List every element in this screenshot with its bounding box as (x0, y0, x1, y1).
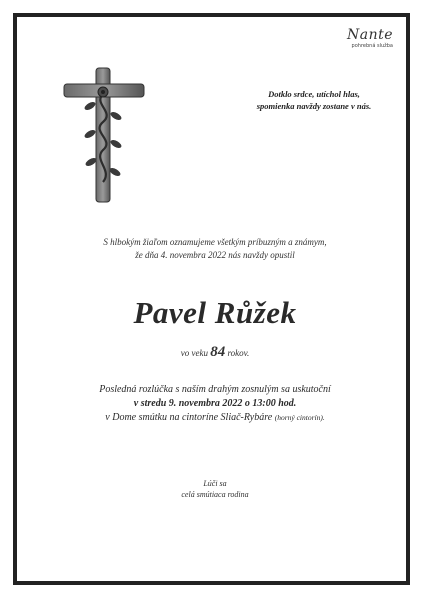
mourners (60, 478, 370, 500)
announcement-line-1: S hlbokým žiaľom oznamujeme všetkým príbuzným a známym, (103, 237, 327, 247)
age-suffix: rokov. (227, 348, 250, 358)
logo-tagline: pohrebná služba (351, 43, 393, 49)
quote-line-1: Dotklo srdce, utíchol hlas, (268, 89, 360, 99)
logo-name: Nante (346, 27, 393, 43)
mourners-line-1: Lúči sa (203, 479, 227, 488)
cross-with-roses-icon (60, 66, 150, 206)
announcement-line-2: že dňa 4. novembra 2022 nás navždy opustil (135, 250, 295, 260)
memorial-quote (230, 88, 398, 112)
quote-line-2: spomienka navždy zostane v nás. (256, 101, 372, 111)
funeral-location-note: (horný cintorín). (274, 413, 325, 422)
funeral-line-1: Posledná rozlúčka s naším drahým zosnulým sa uskutoční (99, 384, 331, 395)
deceased-name: Pavel Růžek (133, 295, 297, 330)
funeral-service-logo (331, 28, 393, 58)
age-line (60, 344, 370, 361)
mourners-line-2: celá smútiaca rodina (181, 490, 249, 499)
age-prefix: vo veku (180, 348, 208, 358)
funeral-date-time: v stredu 9. novembra 2022 o 13:00 hod. (133, 398, 297, 409)
age-value: 84 (210, 344, 226, 360)
funeral-location-line (60, 411, 370, 425)
death-announcement (60, 236, 370, 262)
funeral-details (60, 383, 370, 425)
funeral-location: v Dome smútku na cintoríne Sliač-Rybáre (105, 412, 273, 423)
